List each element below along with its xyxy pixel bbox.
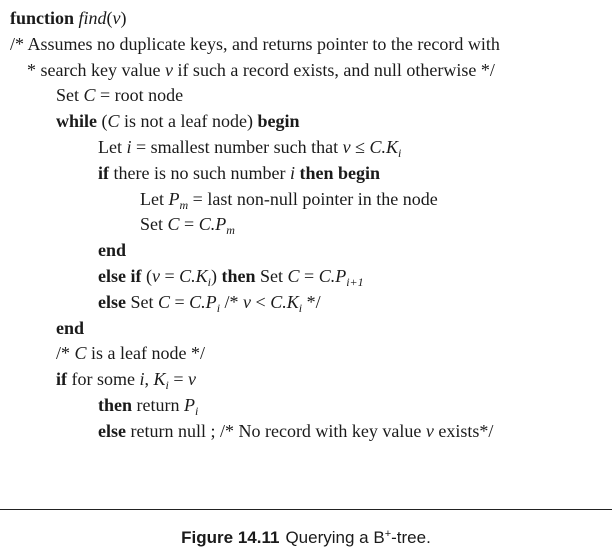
- var-v: v: [243, 291, 252, 312]
- var-i: i: [126, 136, 132, 157]
- function-name: find: [78, 8, 107, 28]
- comment-text: */: [302, 291, 321, 312]
- code-text: there is no such number: [109, 162, 290, 183]
- var-c: C: [167, 214, 180, 235]
- code-text: (: [97, 111, 108, 132]
- code-text: for some: [67, 369, 140, 390]
- operator-eq: =: [179, 214, 199, 235]
- var-v: v: [188, 369, 197, 390]
- var-v: v: [425, 420, 434, 441]
- keyword-then: then: [98, 394, 133, 415]
- subscript: i: [216, 300, 221, 315]
- keyword-else: else: [98, 291, 126, 312]
- code-text: = smallest number such that: [131, 136, 343, 157]
- caption-text: Querying a B: [285, 528, 385, 547]
- var-ck: C.K: [179, 265, 208, 286]
- var-i: i: [139, 369, 145, 390]
- keyword-while: while: [56, 111, 98, 132]
- code-text: (: [141, 265, 152, 286]
- code-line-7: [10, 161, 610, 187]
- var-cp: C.P: [318, 265, 347, 286]
- keyword-then: then: [221, 265, 256, 286]
- keyword-then-begin: then begin: [294, 162, 381, 183]
- comment-text: /*: [56, 343, 75, 364]
- code-text: Let: [98, 136, 127, 157]
- code-text: ): [211, 265, 222, 286]
- code-text: Set: [140, 214, 168, 235]
- code-line-9: [10, 212, 610, 238]
- paren-open: (: [106, 8, 113, 28]
- subscript: i: [398, 145, 402, 160]
- function-arg: v: [112, 8, 121, 28]
- code-line-14: [10, 341, 610, 367]
- var-v: v: [342, 136, 351, 157]
- var-ck: C.K: [369, 136, 399, 157]
- var-cp: C.P: [189, 291, 217, 312]
- keyword-else-if: else if: [98, 265, 142, 286]
- code-line-8: [10, 187, 610, 213]
- code-line-15: [10, 367, 610, 393]
- code-line-3: [10, 58, 610, 84]
- var-k: K: [153, 369, 166, 390]
- keyword-if: if: [56, 369, 67, 390]
- keyword-if: if: [98, 162, 109, 183]
- subscript: i: [207, 274, 211, 289]
- code-line-13: [10, 316, 610, 342]
- figure-caption: [0, 528, 612, 548]
- caption-divider: [0, 509, 612, 510]
- paren-close: ): [120, 8, 127, 28]
- code-line-16: [10, 393, 610, 419]
- code-line-4: [10, 83, 610, 109]
- code-line-5: [10, 109, 610, 135]
- var-p: P: [184, 394, 195, 415]
- var-c: C: [287, 265, 300, 286]
- subscript: i+1: [346, 274, 364, 289]
- comment-text: /* Assumes no duplicate keys, and returns pointer to the record with: [10, 33, 500, 54]
- keyword-function: function: [10, 8, 75, 28]
- comment-text: is a leaf node */: [86, 343, 205, 364]
- var-ck: C.K: [270, 291, 299, 312]
- operator-le: ≤: [350, 136, 370, 157]
- keyword-end: end: [56, 317, 85, 338]
- keyword-end: end: [98, 240, 127, 261]
- code-text: Set: [125, 291, 158, 312]
- code-line-1: [10, 6, 610, 32]
- subscript: m: [226, 223, 235, 238]
- code-text: = root node: [95, 85, 184, 106]
- operator-lt: <: [251, 291, 271, 312]
- var-c: C: [158, 291, 171, 312]
- var-p: P: [168, 188, 180, 209]
- var-c: C: [83, 85, 96, 106]
- code-line-12: [10, 290, 610, 316]
- caption-text-end: -tree.: [391, 528, 431, 547]
- var-c: C: [107, 111, 120, 132]
- code-line-10: [10, 238, 610, 264]
- code-line-17: [10, 419, 610, 445]
- code-text: is not a leaf node): [119, 111, 258, 132]
- code-line-11: [10, 264, 610, 290]
- var-i: i: [289, 162, 295, 183]
- code-line-6: [10, 135, 610, 161]
- comment-text: * search key value: [27, 59, 165, 80]
- subscript: i: [298, 300, 303, 315]
- var-cp: C.P: [198, 214, 227, 235]
- subscript: i: [165, 378, 169, 393]
- subscript: i: [195, 403, 199, 418]
- comment-text: /*: [220, 291, 244, 312]
- code-text: return: [132, 394, 184, 415]
- code-line-2: [10, 32, 610, 58]
- subscript: m: [179, 197, 189, 212]
- operator-eq: =: [159, 265, 180, 286]
- comment-text: exists*/: [433, 420, 494, 441]
- operator-eq: =: [299, 265, 319, 286]
- figure-label: Figure 14.11: [181, 528, 280, 547]
- comment-text: return null ; /* No record with key value: [125, 420, 426, 441]
- keyword-begin: begin: [257, 111, 300, 132]
- code-text: = last non-null pointer in the node: [188, 188, 438, 209]
- var-v: v: [164, 59, 173, 80]
- comment-text: if such a record exists, and null otherwise */: [172, 59, 495, 80]
- code-text: ,: [144, 369, 154, 390]
- pseudocode-block: [10, 6, 610, 445]
- code-text: Set: [56, 85, 84, 106]
- keyword-else: else: [98, 420, 126, 441]
- code-text: Set: [255, 265, 288, 286]
- operator-eq: =: [168, 369, 189, 390]
- operator-eq: =: [170, 291, 190, 312]
- code-text: Let: [140, 188, 169, 209]
- var-v: v: [151, 265, 160, 286]
- var-c: C: [74, 343, 87, 364]
- caption-superscript: +: [384, 528, 392, 540]
